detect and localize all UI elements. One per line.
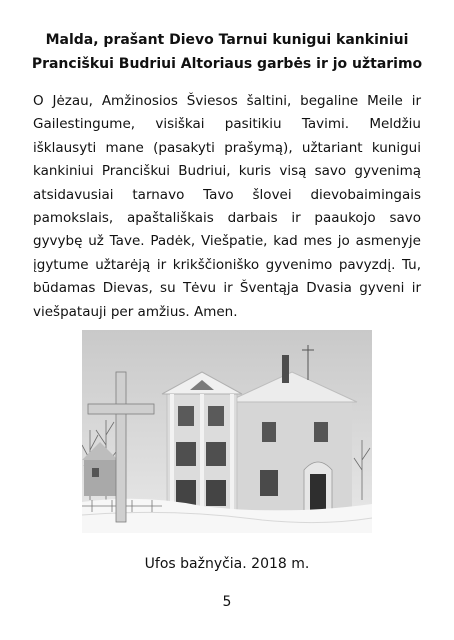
prayer-title-line-2: Pranciškui Budriui Altoriaus garbės ir jo užtarimo — [31, 56, 423, 72]
church-photo — [82, 330, 372, 533]
prayer-title — [20, 28, 434, 76]
prayer-title-line-1: Malda, prašant Dievo Tarnui kunigui kankiniui — [45, 32, 409, 48]
page-number: 5 — [222, 594, 232, 610]
prayer-body: O Jėzau, Amžinosios Šviesos šaltini, begaline Meile ir Gailestingume, visiškai pasitikiu Tavimi. Meldžiu išklausyti mane (pasakyti prašymą), užtariant kunigui kankiniui Pranciškui Budriui, kuris visą savo gyvenimą atsidavusiai tarnavo Tavo šlovei dievobaimingais pamokslais, apaštališkais darbais ir paaukojo savo gyvybę už Tave. Padėk, Viešpatie, kad mes jo asmenyje įgytume užtarėją ir krikščioniško gyvenimo pavyzdį. Tu, būdamas Dievas, su Tėvu ir Šventąja Dvasia gyveni ir viešpatauji per amžius. Amen. — [33, 93, 421, 320]
photo-caption: Ufos bažnyčia. 2018 m. — [144, 556, 310, 572]
